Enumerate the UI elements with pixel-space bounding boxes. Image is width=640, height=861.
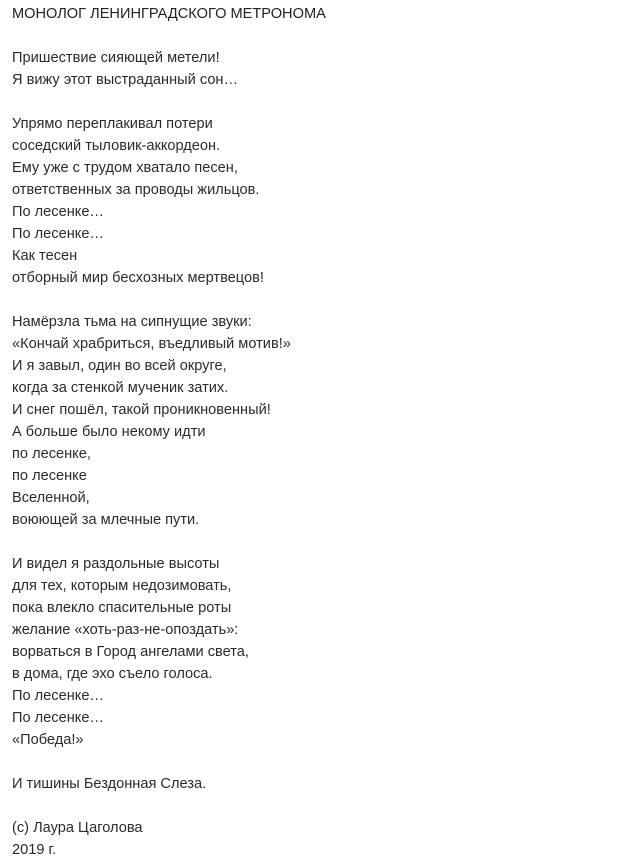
poem-line: «Кончай храбриться, въедливый мотив!»: [12, 336, 291, 352]
poem-document: [12, 3, 632, 861]
poem-credits: [12, 817, 632, 861]
author-credit: (с) Лаура Цаголова: [12, 820, 143, 836]
poem-line: Пришествие сияющей метели!: [12, 50, 220, 66]
poem-line: По лесенке…: [12, 688, 105, 704]
poem-line: Вселенной,: [12, 490, 90, 506]
poem-stanza: [12, 773, 632, 795]
poem-line: А больше было некому идти: [12, 424, 206, 440]
poem-line: по лесенке,: [12, 446, 91, 462]
poem-line: для тех, которым недозимовать,: [12, 578, 232, 594]
poem-body: [12, 47, 632, 795]
poem-line: пока влекло спасительные роты: [12, 600, 232, 616]
poem-line: По лесенке…: [12, 204, 105, 220]
poem-line: в дома, где эхо съело голоса.: [12, 666, 213, 682]
poem-stanza: [12, 47, 632, 91]
poem-line: отборный мир бесхозных мертвецов!: [12, 270, 264, 286]
poem-stanza: [12, 311, 632, 531]
poem-line: Я вижу этот выстраданный сон…: [12, 72, 239, 88]
poem-line: соседский тыловик-аккордеон.: [12, 138, 221, 154]
year-credit: 2019 г.: [12, 842, 57, 858]
poem-line: желание «хоть-раз-не-опоздать»:: [12, 622, 239, 638]
poem-line: Как тесен: [12, 248, 78, 264]
poem-stanza: [12, 113, 632, 289]
poem-line: «Победа!»: [12, 732, 84, 748]
poem-line: Упрямо переплакивал потери: [12, 116, 213, 132]
poem-stanza: [12, 553, 632, 751]
poem-line: По лесенке…: [12, 710, 105, 726]
poem-line: И я завыл, один во всей округе,: [12, 358, 227, 374]
poem-line: И тишины Бездонная Слеза.: [12, 776, 207, 792]
poem-line: ответственных за проводы жильцов.: [12, 182, 260, 198]
poem-line: воюющей за млечные пути.: [12, 512, 200, 528]
poem-line: И видел я раздольные высоты: [12, 556, 220, 572]
poem-line: Намёрзла тьма на сипнущие звуки:: [12, 314, 252, 330]
poem-line: ворваться в Город ангелами света,: [12, 644, 249, 660]
poem-line: По лесенке…: [12, 226, 105, 242]
poem-title: МОНОЛОГ ЛЕНИНГРАДСКОГО МЕТРОНОМА: [12, 6, 326, 22]
poem-line: Ему уже с трудом хватало песен,: [12, 160, 238, 176]
poem-line: по лесенке: [12, 468, 87, 484]
poem-line: И снег пошёл, такой проникновенный!: [12, 402, 271, 418]
poem-line: когда за стенкой мученик затих.: [12, 380, 229, 396]
